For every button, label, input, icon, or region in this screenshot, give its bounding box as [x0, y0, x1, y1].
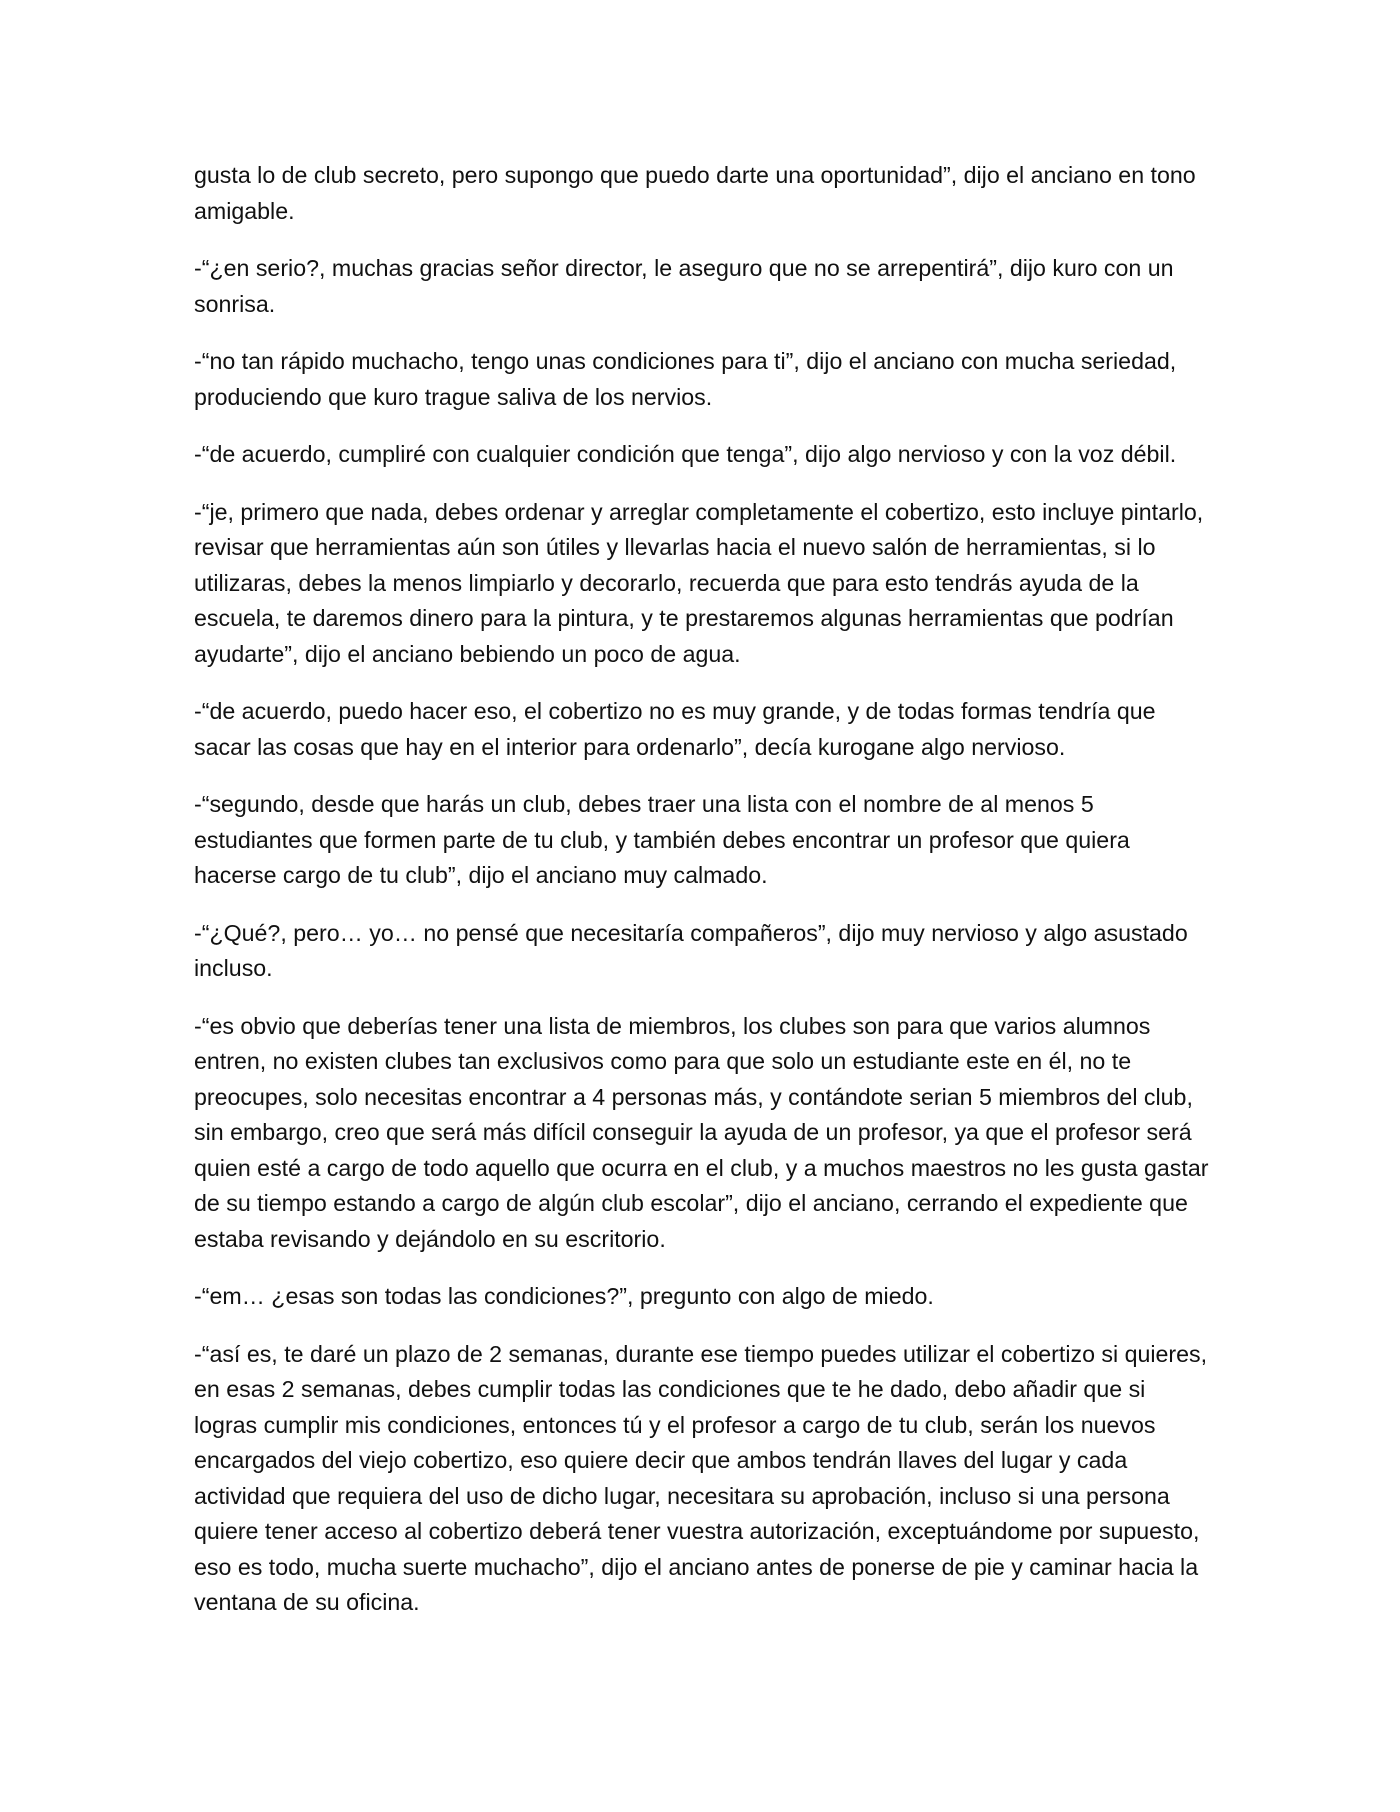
paragraph-2: -“¿en serio?, muchas gracias señor director, le aseguro que no se arrepentirá”, dijo kuro con un sonrisa.: [194, 255, 1174, 317]
document-body: [194, 158, 1210, 1643]
paragraph-7: -“segundo, desde que harás un club, debes traer una lista con el nombre de al menos 5 estudiantes que formen parte de tu club, y también debes encontrar un profesor que quiera hacerse cargo de tu club”, dijo el anciano muy calmado.: [194, 791, 1130, 888]
paragraph-10: -“em… ¿esas son todas las condiciones?”, pregunto con algo de miedo.: [194, 1283, 934, 1309]
paragraph-9: -“es obvio que deberías tener una lista de miembros, los clubes son para que varios alumnos entren, no existen clubes tan exclusivos como para que solo un estudiante este en él, no te preocupes, solo necesitas encontrar a 4 personas más, y contándote serian 5 miembros del club, sin embargo, creo que será más difícil conseguir la ayuda de un profesor, ya que el profesor será quien esté a cargo de todo aquello que ocurra en el club, y a muchos maestros no les gusta gastar de su tiempo estando a cargo de algún club escolar”, dijo el anciano, cerrando el expediente que estaba revisando y dejándolo en su escritorio.: [194, 1012, 1209, 1252]
paragraph-1: gusta lo de club secreto, pero supongo que puedo darte una oportunidad”, dijo el anciano en tono amigable.: [194, 162, 1196, 224]
paragraph-8: -“¿Qué?, pero… yo… no pensé que necesitaría compañeros”, dijo muy nervioso y algo asustado incluso.: [194, 919, 1188, 981]
paragraph-11: -“así es, te daré un plazo de 2 semanas, durante ese tiempo puedes utilizar el cobertizo si quieres, en esas 2 semanas, debes cumplir todas las condiciones que te he dado, debo añadir que si logras cumplir mis condiciones, entonces tú y el profesor a cargo de tu club, serán los nuevos encargados del viejo cobertizo, eso quiere decir que ambos tendrán llaves del lugar y cada actividad que requiera del uso de dicho lugar, necesitara su aprobación, incluso si una persona quiere tener acceso al cobertizo deberá tener vuestra autorización, exceptuándome por supuesto, eso es todo, mucha suerte muchacho”, dijo el anciano antes de ponerse de pie y caminar hacia la ventana de su oficina.: [194, 1340, 1208, 1615]
paragraph-4: -“de acuerdo, cumpliré con cualquier condición que tenga”, dijo algo nervioso y con la voz débil.: [194, 441, 1177, 467]
paragraph-6: -“de acuerdo, puedo hacer eso, el cobertizo no es muy grande, y de todas formas tendría que sacar las cosas que hay en el interior para ordenarlo”, decía kurogane algo nervioso.: [194, 698, 1156, 760]
paragraph-5: -“je, primero que nada, debes ordenar y arreglar completamente el cobertizo, esto incluye pintarlo, revisar que herramientas aún son útiles y llevarlas hacia el nuevo salón de herramientas, si lo utilizaras, debes la menos limpiarlo y decorarlo, recuerda que para esto tendrás ayuda de la escuela, te daremos dinero para la pintura, y te prestaremos algunas herramientas que podrían ayudarte”, dijo el anciano bebiendo un poco de agua.: [194, 498, 1204, 667]
paragraph-3: -“no tan rápido muchacho, tengo unas condiciones para ti”, dijo el anciano con mucha seriedad, produciendo que kuro trague saliva de los nervios.: [194, 348, 1177, 410]
